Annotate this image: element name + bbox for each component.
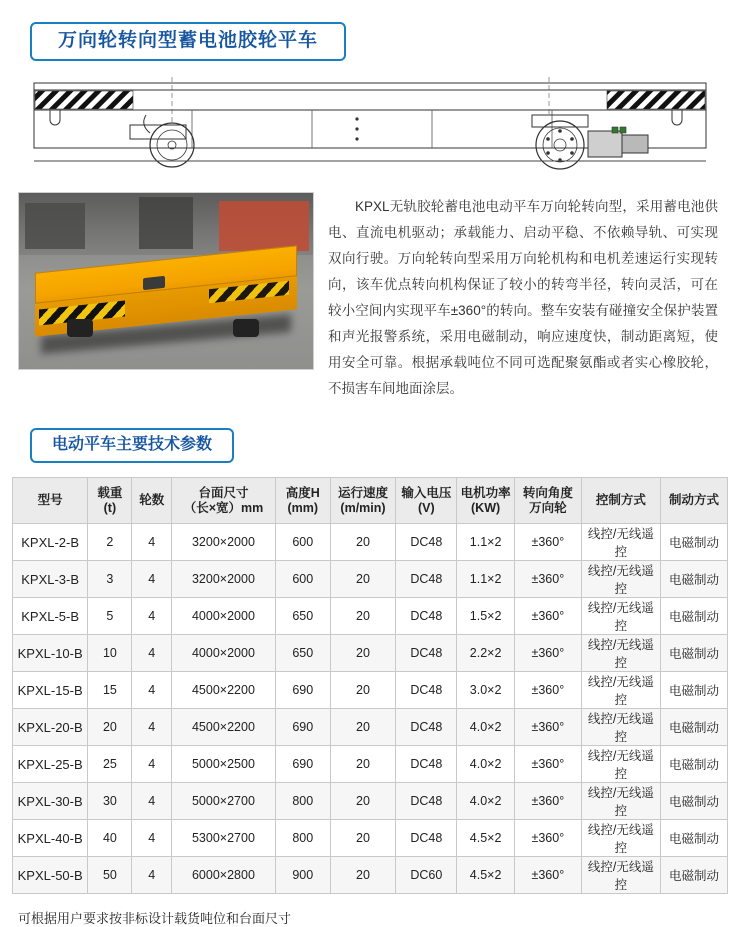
header-height-line1: 高度H bbox=[285, 485, 320, 500]
cell-angle: ±360° bbox=[514, 746, 581, 783]
cell-model: KPXL-15-B bbox=[13, 672, 88, 709]
table-row bbox=[13, 746, 728, 783]
cell-load: 40 bbox=[88, 820, 132, 857]
header-load bbox=[88, 478, 132, 524]
cell-control: 线控/无线遥控 bbox=[581, 857, 660, 894]
cell-speed: 20 bbox=[330, 709, 396, 746]
cell-power: 1.1×2 bbox=[457, 524, 515, 561]
table-row bbox=[13, 635, 728, 672]
cell-voltage: DC48 bbox=[396, 561, 457, 598]
cell-wheels: 4 bbox=[132, 524, 171, 561]
cell-voltage: DC48 bbox=[396, 524, 457, 561]
cell-wheels: 4 bbox=[132, 672, 171, 709]
cell-power: 4.0×2 bbox=[457, 783, 515, 820]
cell-size: 5300×2700 bbox=[171, 820, 275, 857]
photo-background-object-1 bbox=[25, 203, 85, 249]
cell-load: 25 bbox=[88, 746, 132, 783]
photo-background-object-2 bbox=[139, 197, 193, 249]
cell-power: 4.5×2 bbox=[457, 820, 515, 857]
header-wheels bbox=[132, 478, 171, 524]
cell-wheels: 4 bbox=[132, 709, 171, 746]
cell-height: 690 bbox=[275, 709, 330, 746]
product-photo bbox=[18, 192, 314, 370]
cell-control: 线控/无线遥控 bbox=[581, 672, 660, 709]
header-height bbox=[275, 478, 330, 524]
header-brake-mode bbox=[661, 478, 728, 524]
cell-power: 4.5×2 bbox=[457, 857, 515, 894]
cell-voltage: DC60 bbox=[396, 857, 457, 894]
cell-wheels: 4 bbox=[132, 561, 171, 598]
header-voltage-line2: (V) bbox=[417, 500, 435, 515]
cell-speed: 20 bbox=[330, 746, 396, 783]
header-platform-size bbox=[171, 478, 275, 524]
spec-table-body bbox=[13, 524, 728, 894]
cell-voltage: DC48 bbox=[396, 672, 457, 709]
header-size-line1: 台面尺寸 bbox=[198, 485, 249, 500]
cell-angle: ±360° bbox=[514, 857, 581, 894]
spec-table-header-row bbox=[13, 478, 728, 524]
cell-control: 线控/无线遥控 bbox=[581, 524, 660, 561]
header-steering-angle bbox=[514, 478, 581, 524]
header-control-line1: 控制方式 bbox=[595, 493, 646, 507]
cell-brake: 电磁制动 bbox=[661, 820, 728, 857]
photo-wheel-rear bbox=[233, 319, 259, 337]
cell-wheels: 4 bbox=[132, 598, 171, 635]
cell-angle: ±360° bbox=[514, 561, 581, 598]
footer-note: 可根据用户要求按非标设计载货吨位和台面尺寸 bbox=[18, 911, 292, 926]
photo-wheel-front bbox=[67, 319, 93, 337]
table-row bbox=[13, 524, 728, 561]
header-angle-line2: 万向轮 bbox=[529, 500, 567, 515]
cell-power: 3.0×2 bbox=[457, 672, 515, 709]
cell-load: 5 bbox=[88, 598, 132, 635]
cell-angle: ±360° bbox=[514, 820, 581, 857]
cell-height: 900 bbox=[275, 857, 330, 894]
cell-model: KPXL-40-B bbox=[13, 820, 88, 857]
table-row bbox=[13, 672, 728, 709]
cell-angle: ±360° bbox=[514, 783, 581, 820]
cell-voltage: DC48 bbox=[396, 635, 457, 672]
cell-angle: ±360° bbox=[514, 598, 581, 635]
cell-model: KPXL-50-B bbox=[13, 857, 88, 894]
table-row bbox=[13, 820, 728, 857]
cell-load: 20 bbox=[88, 709, 132, 746]
header-angle-line1: 转向角度 bbox=[522, 485, 573, 500]
cell-angle: ±360° bbox=[514, 524, 581, 561]
cell-size: 4500×2200 bbox=[171, 672, 275, 709]
header-voltage bbox=[396, 478, 457, 524]
cell-height: 650 bbox=[275, 635, 330, 672]
photo-control-box bbox=[143, 276, 165, 290]
cell-brake: 电磁制动 bbox=[661, 635, 728, 672]
cell-model: KPXL-10-B bbox=[13, 635, 88, 672]
cell-brake: 电磁制动 bbox=[661, 524, 728, 561]
cell-power: 4.0×2 bbox=[457, 746, 515, 783]
cell-load: 2 bbox=[88, 524, 132, 561]
cell-size: 3200×2000 bbox=[171, 524, 275, 561]
cell-size: 3200×2000 bbox=[171, 561, 275, 598]
cell-size: 6000×2800 bbox=[171, 857, 275, 894]
cell-model: KPXL-20-B bbox=[13, 709, 88, 746]
cell-control: 线控/无线遥控 bbox=[581, 746, 660, 783]
cell-control: 线控/无线遥控 bbox=[581, 598, 660, 635]
cell-speed: 20 bbox=[330, 635, 396, 672]
header-speed-line2: (m/min) bbox=[340, 500, 386, 515]
cell-model: KPXL-5-B bbox=[13, 598, 88, 635]
cell-brake: 电磁制动 bbox=[661, 783, 728, 820]
cell-load: 30 bbox=[88, 783, 132, 820]
header-power-line2: (KW) bbox=[471, 500, 501, 515]
cell-angle: ±360° bbox=[514, 672, 581, 709]
cell-wheels: 4 bbox=[132, 783, 171, 820]
header-model-line1: 型号 bbox=[37, 493, 63, 507]
header-height-line2: (mm) bbox=[287, 500, 319, 515]
cell-load: 10 bbox=[88, 635, 132, 672]
cell-control: 线控/无线遥控 bbox=[581, 635, 660, 672]
cell-model: KPXL-25-B bbox=[13, 746, 88, 783]
header-load-line1: 载重 bbox=[97, 485, 123, 500]
header-load-line2: (t) bbox=[103, 500, 117, 515]
header-model bbox=[13, 478, 88, 524]
cell-speed: 20 bbox=[330, 672, 396, 709]
cell-height: 800 bbox=[275, 783, 330, 820]
cell-brake: 电磁制动 bbox=[661, 672, 728, 709]
cell-height: 800 bbox=[275, 820, 330, 857]
spec-table bbox=[12, 477, 728, 894]
cell-control: 线控/无线遥控 bbox=[581, 783, 660, 820]
product-description: KPXL无轨胶轮蓄电池电动平车万向轮转向型，采用蓄电池供电、直流电机驱动；承载能力、启动平稳、不依赖导轨、可实现双向行驶。万向轮转向型采用万向轮机构和电机差速运行实现转向，该车优点转向机构保证了较小的转弯半径，转向灵活，可在较小空间内实现平车±360°的转向。整车安装有碰撞安全保护装置和声光报警系统，采用电磁制动，响应速度快，制动距离短，使用安全可靠。根据承载吨位不同可选配聚氨酯或者实心橡胶轮，不损害车间地面涂层。 bbox=[328, 199, 718, 396]
header-wheels-line1: 轮数 bbox=[139, 493, 165, 507]
table-row bbox=[13, 561, 728, 598]
cell-brake: 电磁制动 bbox=[661, 857, 728, 894]
header-speed bbox=[330, 478, 396, 524]
header-brake-line1: 制动方式 bbox=[669, 493, 720, 507]
header-power-line1: 电机功率 bbox=[460, 485, 511, 500]
cell-voltage: DC48 bbox=[396, 709, 457, 746]
cell-voltage: DC48 bbox=[396, 598, 457, 635]
cell-voltage: DC48 bbox=[396, 746, 457, 783]
cell-angle: ±360° bbox=[514, 709, 581, 746]
cell-height: 600 bbox=[275, 561, 330, 598]
cell-wheels: 4 bbox=[132, 635, 171, 672]
section-heading-label: 电动平车主要技术参数 bbox=[52, 436, 213, 453]
cell-control: 线控/无线遥控 bbox=[581, 820, 660, 857]
header-power bbox=[457, 478, 515, 524]
table-row bbox=[13, 857, 728, 894]
cell-speed: 20 bbox=[330, 524, 396, 561]
cell-brake: 电磁制动 bbox=[661, 561, 728, 598]
cell-speed: 20 bbox=[330, 561, 396, 598]
header-voltage-line1: 输入电压 bbox=[401, 485, 452, 500]
cell-voltage: DC48 bbox=[396, 820, 457, 857]
header-control-mode bbox=[581, 478, 660, 524]
table-row bbox=[13, 783, 728, 820]
cell-speed: 20 bbox=[330, 820, 396, 857]
cell-power: 2.2×2 bbox=[457, 635, 515, 672]
photo-background-object-3 bbox=[219, 201, 309, 251]
cell-wheels: 4 bbox=[132, 746, 171, 783]
cell-height: 690 bbox=[275, 672, 330, 709]
section-heading-spec bbox=[30, 428, 234, 463]
cell-control: 线控/无线遥控 bbox=[581, 709, 660, 746]
cell-brake: 电磁制动 bbox=[661, 598, 728, 635]
cell-wheels: 4 bbox=[132, 857, 171, 894]
cell-size: 5000×2500 bbox=[171, 746, 275, 783]
cell-power: 1.5×2 bbox=[457, 598, 515, 635]
cell-power: 1.1×2 bbox=[457, 561, 515, 598]
page-title: 万向轮转向型蓄电池胶轮平车 bbox=[58, 30, 319, 51]
header-speed-line1: 运行速度 bbox=[337, 485, 388, 500]
cell-speed: 20 bbox=[330, 598, 396, 635]
cell-speed: 20 bbox=[330, 857, 396, 894]
cell-speed: 20 bbox=[330, 783, 396, 820]
table-row bbox=[13, 598, 728, 635]
spec-table-head bbox=[13, 478, 728, 524]
cell-brake: 电磁制动 bbox=[661, 709, 728, 746]
cell-load: 3 bbox=[88, 561, 132, 598]
cell-angle: ±360° bbox=[514, 635, 581, 672]
cell-model: KPXL-3-B bbox=[13, 561, 88, 598]
cell-height: 690 bbox=[275, 746, 330, 783]
cell-size: 4000×2000 bbox=[171, 598, 275, 635]
cell-size: 5000×2700 bbox=[171, 783, 275, 820]
product-overview-row bbox=[12, 192, 728, 402]
table-row bbox=[13, 709, 728, 746]
cell-height: 650 bbox=[275, 598, 330, 635]
cell-load: 50 bbox=[88, 857, 132, 894]
technical-line-drawing bbox=[12, 75, 728, 180]
cell-height: 600 bbox=[275, 524, 330, 561]
title-banner bbox=[30, 22, 346, 61]
cell-control: 线控/无线遥控 bbox=[581, 561, 660, 598]
cell-size: 4500×2200 bbox=[171, 709, 275, 746]
cell-size: 4000×2000 bbox=[171, 635, 275, 672]
cell-model: KPXL-2-B bbox=[13, 524, 88, 561]
cell-power: 4.0×2 bbox=[457, 709, 515, 746]
cell-model: KPXL-30-B bbox=[13, 783, 88, 820]
cell-wheels: 4 bbox=[132, 820, 171, 857]
header-size-line2: （长×宽）mm bbox=[183, 500, 264, 515]
cell-brake: 电磁制动 bbox=[661, 746, 728, 783]
cell-load: 15 bbox=[88, 672, 132, 709]
cell-voltage: DC48 bbox=[396, 783, 457, 820]
